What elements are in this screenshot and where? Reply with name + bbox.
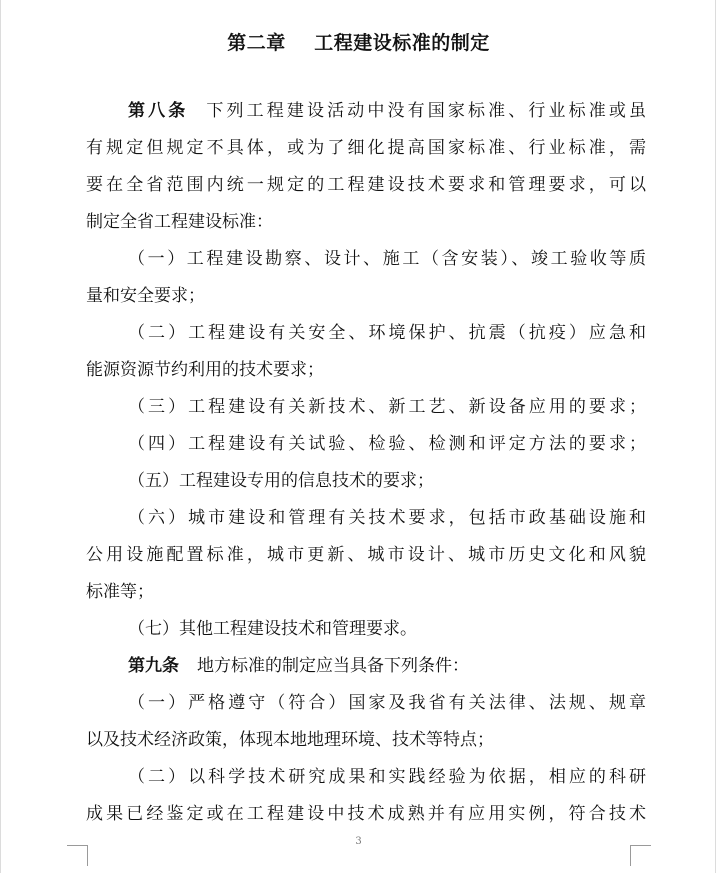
article-9-item-1-line-2: 以及技术经济政策，体现本地地理环境、技术等特点；: [86, 730, 494, 750]
article-8-item-4: （四）工程建设有关试验、检验、检测和评定方法的要求；: [128, 434, 646, 454]
margin-corner-mark-left: [67, 845, 88, 866]
article-8-item-2-line-1: （二）工程建设有关安全、环境保护、抗震（抗疫）应急和: [128, 323, 646, 343]
article-9-label: 第九条: [128, 656, 179, 676]
article-8-item-6-line-2: 公用设施配置标准，城市更新、城市设计、城市历史文化和风貌: [86, 545, 646, 565]
article-9-line-1: [128, 655, 646, 677]
article-8-item-3: （三）工程建设有关新技术、新工艺、新设备应用的要求；: [128, 397, 646, 417]
chapter-title: 第二章 工程建设标准的制定: [227, 32, 490, 54]
article-8-line-1: [128, 100, 646, 122]
article-8-line-2: 有规定但规定不具体，或为了细化提高国家标准、行业标准，需: [86, 138, 646, 158]
article-8-line-3: 要在全省范围内统一规定的工程建设技术要求和管理要求，可以: [86, 175, 646, 195]
article-8-line-4: 制定全省工程建设标准：: [86, 212, 273, 232]
margin-corner-mark-right: [630, 845, 651, 866]
article-9-item-1-line-1: （一）严格遵守（符合）国家及我省有关法律、法规、规章: [128, 693, 646, 713]
article-9-text: 地方标准的制定应当具备下列条件：: [197, 656, 469, 676]
article-8-text: 下列工程建设活动中没有国家标准、行业标准或虽: [206, 101, 646, 121]
article-8-item-6-line-3: 标准等；: [86, 582, 154, 602]
article-8-item-6-line-1: （六）城市建设和管理有关技术要求，包括市政基础设施和: [128, 508, 646, 528]
page-right-edge: [715, 0, 716, 873]
article-8-item-7: （七）其他工程建设技术和管理要求。: [128, 619, 417, 639]
article-8-item-1-line-1: （一）工程建设勘察、设计、施工（含安装）、竣工验收等质: [128, 249, 646, 269]
article-8-item-5: （五）工程建设专用的信息技术的要求；: [128, 471, 434, 491]
page-left-edge: [0, 0, 1, 873]
article-8-item-1-line-2: 量和安全要求；: [86, 286, 205, 306]
article-9-item-2-line-2: 成果已经鉴定或在工程建设中技术成熟并有应用实例，符合技术: [86, 804, 646, 824]
page-number: 3: [355, 836, 362, 847]
article-9-item-2-line-1: （二）以科学技术研究成果和实践经验为依据，相应的科研: [128, 767, 646, 787]
article-8-label: 第八条: [128, 101, 189, 121]
article-8-item-2-line-2: 能源资源节约利用的技术要求；: [86, 360, 324, 380]
